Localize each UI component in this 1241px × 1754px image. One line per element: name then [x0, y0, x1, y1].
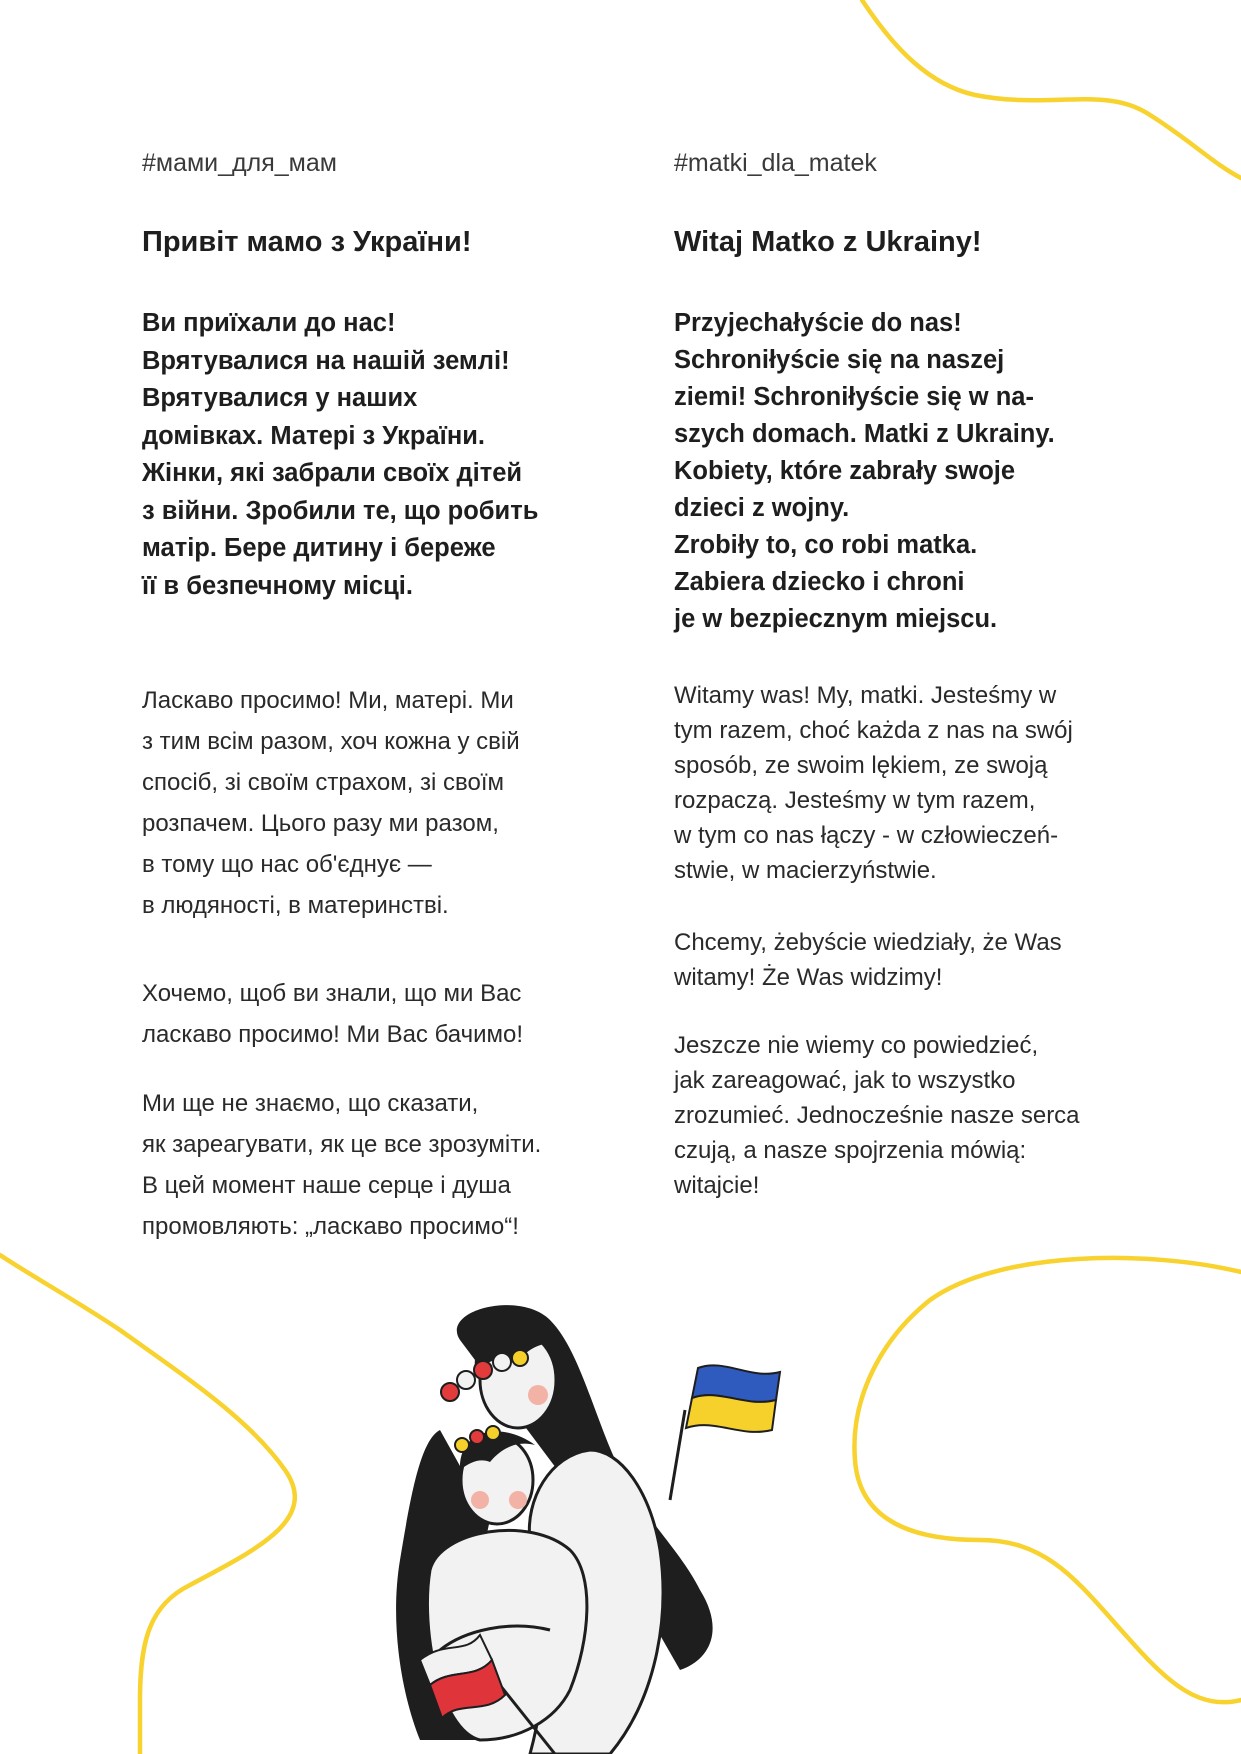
text-line: Schroniłyście się na naszej [674, 346, 1005, 374]
flower-icon [457, 1371, 475, 1389]
text-line: ласкаво просимо! Ми Вас бачимо! [142, 1021, 524, 1048]
lead-text-pl [674, 305, 1134, 638]
paragraph-pl-3 [674, 1028, 1134, 1203]
text-line: В цей момент наше серце і душа [142, 1172, 511, 1199]
text-line: je w bezpiecznym miejscu. [674, 605, 998, 633]
lead-text-ua [142, 305, 612, 605]
paragraph-pl-2 [674, 925, 1134, 995]
text-line: witajcie! [674, 1172, 760, 1199]
text-line: w tym co nas łączy - w człowieczeń- [674, 822, 1059, 849]
mothers-embrace-illustration [380, 1300, 880, 1754]
text-line: Kobiety, które zabrały swoje [674, 457, 1016, 485]
text-line: в тому що нас об'єднує — [142, 851, 432, 878]
text-line: Przyjechałyście do nas! [674, 309, 962, 337]
text-line: Врятувалися на нашій землі! [142, 346, 510, 375]
curve-bottom-right [854, 1258, 1241, 1702]
paragraph-ua-3 [142, 1083, 612, 1247]
flower-icon [455, 1438, 469, 1452]
text-line: Zabiera dziecko i chroni [674, 568, 965, 596]
text-line: матір. Бере дитину і береже [142, 534, 496, 562]
text-line: jak zareagować, jak to wszystko [674, 1067, 1016, 1094]
flower-icon [493, 1353, 511, 1371]
paragraph-pl-1 [674, 678, 1134, 888]
text-line: з тим всім разом, хоч кожна у свій [142, 728, 520, 755]
paragraph-ua-1 [142, 680, 612, 926]
text-line: ziemi! Schroniłyście się w na- [674, 383, 1034, 411]
hashtag-ua: #мами_для_мам [142, 149, 337, 177]
text-line: czują, a nasze spojrzenia mówią: [674, 1137, 1027, 1164]
text-line: спосіб, зі своїм страхом, зі своїм [142, 769, 505, 796]
text-line: dzieci z wojny. [674, 494, 850, 522]
ukrainian-column [142, 148, 612, 1240]
flower-icon [474, 1361, 492, 1379]
text-line: в людяності, в материнстві. [142, 892, 449, 919]
text-line: tym razem, choć każda z nas na swój [674, 717, 1073, 744]
text-line: zrozumieć. Jednocześnie nasze serca [674, 1102, 1080, 1129]
flower-icon [486, 1426, 500, 1440]
text-line: Zrobiły to, co robi matka. [674, 531, 978, 559]
hashtag-pl: #matki_dla_matek [674, 149, 877, 177]
text-line: witamy! Że Was widzimy! [674, 964, 943, 991]
daughter-blush [509, 1491, 527, 1509]
text-line: Врятувалися у наших [142, 384, 418, 412]
text-line: Witamy was! My, matki. Jesteśmy w [674, 682, 1057, 709]
text-line: Jeszcze nie wiemy co powiedzieć, [674, 1032, 1039, 1059]
flower-icon [512, 1350, 528, 1366]
text-line: Ласкаво просимо! Ми, матері. Ми [142, 687, 514, 714]
text-line: stwie, w macierzyństwie. [674, 857, 937, 884]
flag-pole [670, 1410, 685, 1500]
text-line: її в безпечному місці. [142, 571, 413, 600]
daughter-blush [471, 1491, 489, 1509]
polish-column [674, 148, 1134, 1199]
text-line: Ми ще не знаємо, що сказати, [142, 1090, 479, 1117]
text-line: як зареагувати, як це все зрозуміти. [142, 1131, 542, 1158]
title-ua: Привіт мамо з України! [142, 226, 472, 258]
text-line: rozpaczą. Jesteśmy w tym razem, [674, 787, 1036, 814]
text-line: Chcemy, żebyście wiedziały, że Was [674, 929, 1062, 956]
text-line: домівках. Матері з України. [142, 421, 486, 450]
text-line: sposób, ze swoim lękiem, ze swoją [674, 752, 1048, 779]
text-line: Жінки, які забрали своїх дітей [142, 459, 523, 487]
curve-left [0, 1255, 295, 1754]
flower-icon [470, 1430, 484, 1444]
text-line: з війни. Зробили те, що робить [142, 496, 539, 525]
mother-blush [528, 1385, 548, 1405]
paragraph-ua-2 [142, 973, 612, 1055]
text-line: промовляють: „ласкаво просимо“! [142, 1213, 519, 1240]
text-line: szych domach. Matki z Ukrainy. [674, 420, 1055, 448]
text-line: Ви приїхали до нас! [142, 309, 396, 337]
text-line: Хочемо, щоб ви знали, що ми Вас [142, 980, 522, 1007]
text-line: розпачем. Цього разу ми разом, [142, 810, 499, 837]
flower-icon [441, 1383, 459, 1401]
title-pl: Witaj Matko z Ukrainy! [674, 226, 982, 258]
